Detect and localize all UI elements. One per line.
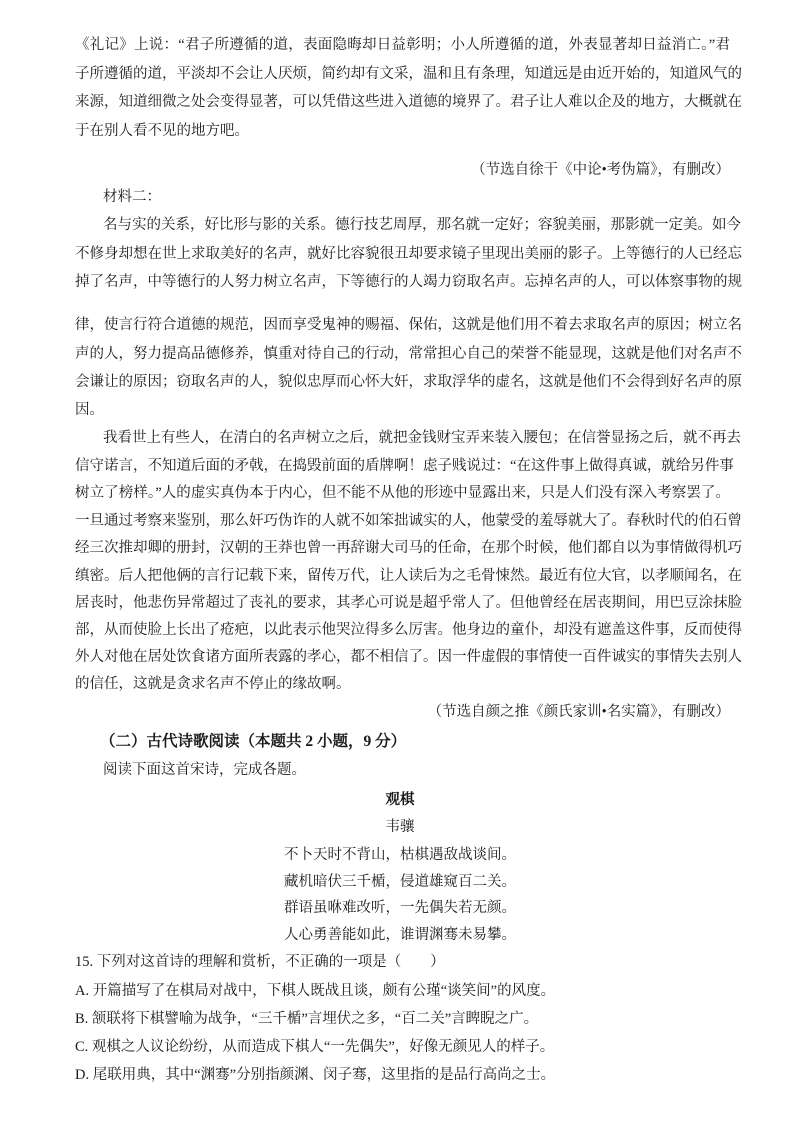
section-heading: （二）古代诗歌阅读（本题共 2 小题，9 分） xyxy=(100,733,407,750)
text-line: 信守诺言，不知道后面的矛戟，在捣毁前面的盾牌啊！虑子贱说过：“在这件事上做得真诚，就给另件事 xyxy=(75,458,734,474)
text-line: 来源，知道细微之处会变得显著，可以凭借这些进入道德的境界了。君子让人难以企及的地方，大概就在 xyxy=(75,94,742,110)
poem-line: 不卜天时不背山，枯棋遇敌战谈间。 xyxy=(284,847,516,863)
question-stem: 15. 下列对这首诗的理解和赏析，不正确的一项是（ ） xyxy=(75,954,445,970)
option-d: D. 尾联用典，其中“渊骞”分别指颜渊、闵子骞，这里指的是品行高尚之士。 xyxy=(75,1067,556,1083)
text-line: 会谦让的原因；窃取名声的人，貌似忠厚而心怀大奸，求取浮华的虚名，这就是他们不会得到好名声的原 xyxy=(75,374,742,390)
poem-author: 韦骧 xyxy=(385,819,415,835)
text-line: 掉了名声，中等德行的人努力树立名声，下等德行的人竭力窃取名声。忘掉名声的人，可以体察事物的规 xyxy=(75,274,742,290)
option-c: C. 观棋之人议论纷纷，从而造成下棋人“一先偶失”，好像无颜见人的样子。 xyxy=(75,1039,555,1055)
text-line: 子所遵循的道，平淡却不会让人厌烦，简约却有文采，温和且有条理，知道远是由近开始的，知道风气的 xyxy=(75,66,742,82)
material-label: 材料二： xyxy=(103,189,161,205)
poem-title: 观棋 xyxy=(385,792,415,808)
poem-line: 人心勇善能如此，谁谓渊骞未易攀。 xyxy=(284,927,516,943)
text-line: 声的人，努力提高品德修养，慎重对待自己的行动，常常担心自己的荣誉不能显现，这就是他们对名声不 xyxy=(75,346,742,362)
text-line: 部，从而使脸上长出了疮疤，以此表示他哭泣得多么厉害。他身边的童仆，却没有遮盖这件事，反而使得 xyxy=(75,622,742,638)
text-line: 律，使言行符合道德的规范，因而享受鬼神的赐福、保佑，这就是他们用不着去求取名声的原因；树立名 xyxy=(75,317,742,333)
text-line: 名与实的关系，好比形与影的关系。德行技艺周厚，那名就一定好；容貌美丽，那影就一定美。如今 xyxy=(103,217,741,233)
option-a: A. 开篇描写了在棋局对战中，下棋人既战且谈，颇有公瑾“谈笑间”的风度。 xyxy=(75,983,556,999)
text-line: 不修身却想在世上求取美好的名声，就好比容貌很丑却要求镜子里现出美丽的影子。上等德行的人已经忘 xyxy=(75,246,742,262)
source-attribution: （节选自颜之推《颜氏家训•名实篇》，有删改） xyxy=(427,704,730,720)
text-line: 缜密。后人把他俩的言行记载下来，留传万代，让人读后为之毛骨悚然。最近有位大官，以孝顺闻名，在 xyxy=(75,568,742,584)
option-b: B. 颔联将下棋譬喻为战争，“三千楯”言埋伏之多，“百二关”言睥睨之广。 xyxy=(75,1011,539,1027)
text-line: 的信任，这就是贪求名声不停止的缘故啊。 xyxy=(75,676,351,692)
text-line: 因。 xyxy=(75,402,104,418)
poem-line: 藏机暗伏三千楯，侵道雄窥百二关。 xyxy=(284,874,516,890)
text-line: 树立了榜样。”人的虚实真伪本于内心，但不能不从他的形迹中显露出来，只是人们没有深入考察罢了。 xyxy=(75,485,730,501)
source-attribution: （节选自徐干《中论•考伪篇》，有删改） xyxy=(471,162,730,178)
text-line: 《礼记》上说：“君子所遵循的道，表面隐晦却日益彰明；小人所遵循的道，外表显著却日益消亡。”君 xyxy=(75,37,730,53)
text-line: 经三次推却卿的册封，汉朝的王莽也曾一再辞谢大司马的任命，在那个时候，他们都自以为事情做得机巧 xyxy=(75,540,742,556)
text-line: 我看世上有些人，在清白的名声树立之后，就把金钱财宝弄来装入腰包；在信誉显扬之后，就不再去 xyxy=(103,430,741,446)
text-line: 居丧时，他悲伤异常超过了丧礼的要求，其孝心可说是超乎常人了。但他曾经在居丧期间，用巴豆涂抹脸 xyxy=(75,595,742,611)
instruction: 阅读下面这首宋诗，完成各题。 xyxy=(103,762,306,778)
text-line: 一旦通过考察来鉴别，那么奸巧伪诈的人就不如笨拙诚实的人，他蒙受的羞辱就大了。春秋时代的伯石曾 xyxy=(75,513,742,529)
text-line: 于在别人看不见的地方吧。 xyxy=(75,123,249,139)
poem-line: 群语虽咻难改听，一先偶失若无颜。 xyxy=(284,900,516,916)
text-line: 外人对他在居处饮食诸方面所表露的孝心，都不相信了。因一件虚假的事情使一百件诚实的事情失去别人 xyxy=(75,649,742,665)
